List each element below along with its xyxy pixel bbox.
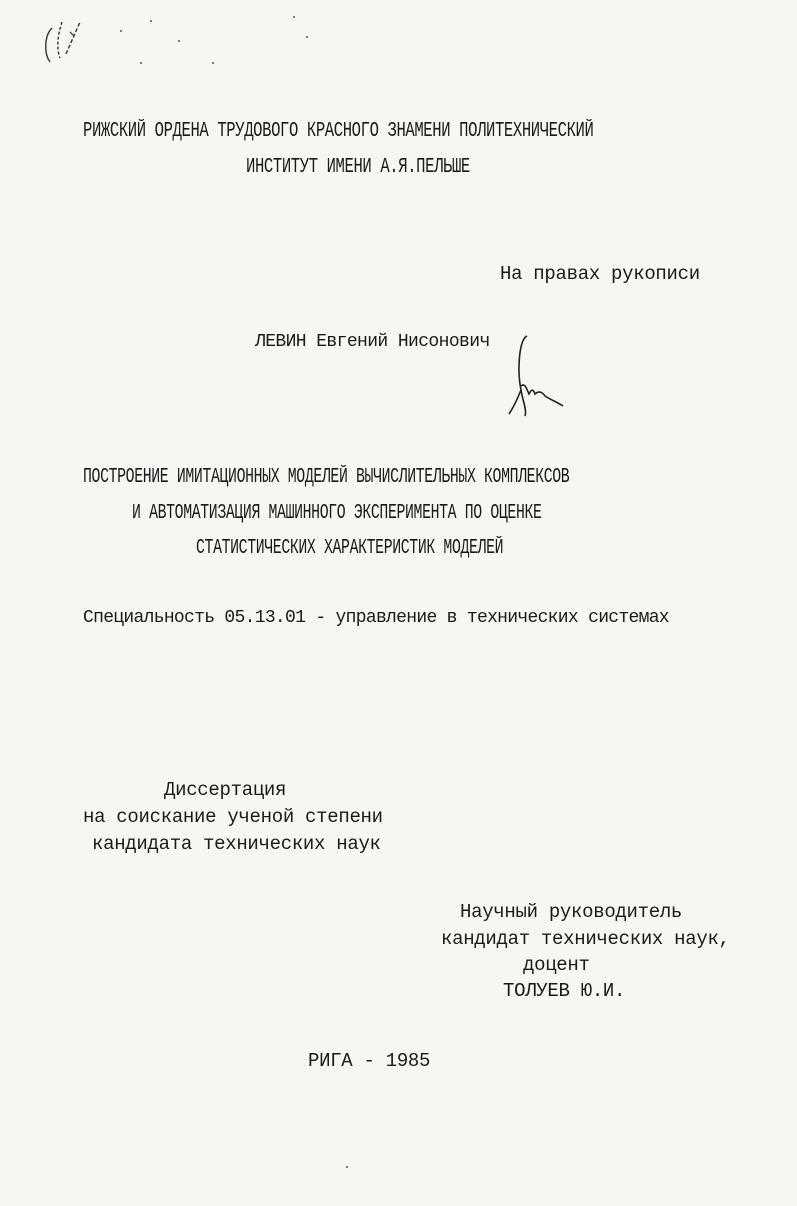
degree-line: на соискание ученой степени bbox=[83, 806, 383, 828]
dissertation-label: Диссертация bbox=[164, 779, 287, 801]
handwritten-mark bbox=[40, 14, 120, 74]
degree-field: кандидата технических наук bbox=[92, 833, 381, 855]
manuscript-rights: На правах рукописи bbox=[500, 263, 700, 285]
author-name: ЛЕВИН Евгений Нисонович bbox=[255, 332, 490, 352]
author-signature bbox=[505, 330, 569, 420]
supervisor-name: ТОЛУЕВ Ю.И. bbox=[503, 980, 626, 1002]
dissertation-title-line-2: И АВТОМАТИЗАЦИЯ МАШИННОГО ЭКСПЕРИМЕНТА ПО ОЦЕНКЕ bbox=[132, 502, 542, 525]
supervisor-rank: доцент bbox=[523, 954, 590, 976]
supervisor-degree: кандидат технических наук, bbox=[441, 928, 730, 950]
dissertation-title-line-1: ПОСТРОЕНИЕ ИМИТАЦИОННЫХ МОДЕЛЕЙ ВЫЧИСЛИТЕЛЬНЫХ КОМПЛЕКСОВ bbox=[83, 466, 570, 489]
city-year: РИГА - 1985 bbox=[308, 1050, 431, 1072]
institute-line-2: ИНСТИТУТ ИМЕНИ А.Я.ПЕЛЬШЕ bbox=[246, 156, 470, 179]
institute-line-1: РИЖСКИЙ ОРДЕНА ТРУДОВОГО КРАСНОГО ЗНАМЕНИ ПОЛИТЕХНИЧЕСКИЙ bbox=[83, 120, 594, 143]
specialty: Специальность 05.13.01 - управление в технических системах bbox=[83, 608, 669, 628]
dissertation-title-line-3: СТАТИСТИЧЕСКИХ ХАРАКТЕРИСТИК МОДЕЛЕЙ bbox=[196, 537, 504, 560]
supervisor-label: Научный руководитель bbox=[460, 901, 683, 923]
